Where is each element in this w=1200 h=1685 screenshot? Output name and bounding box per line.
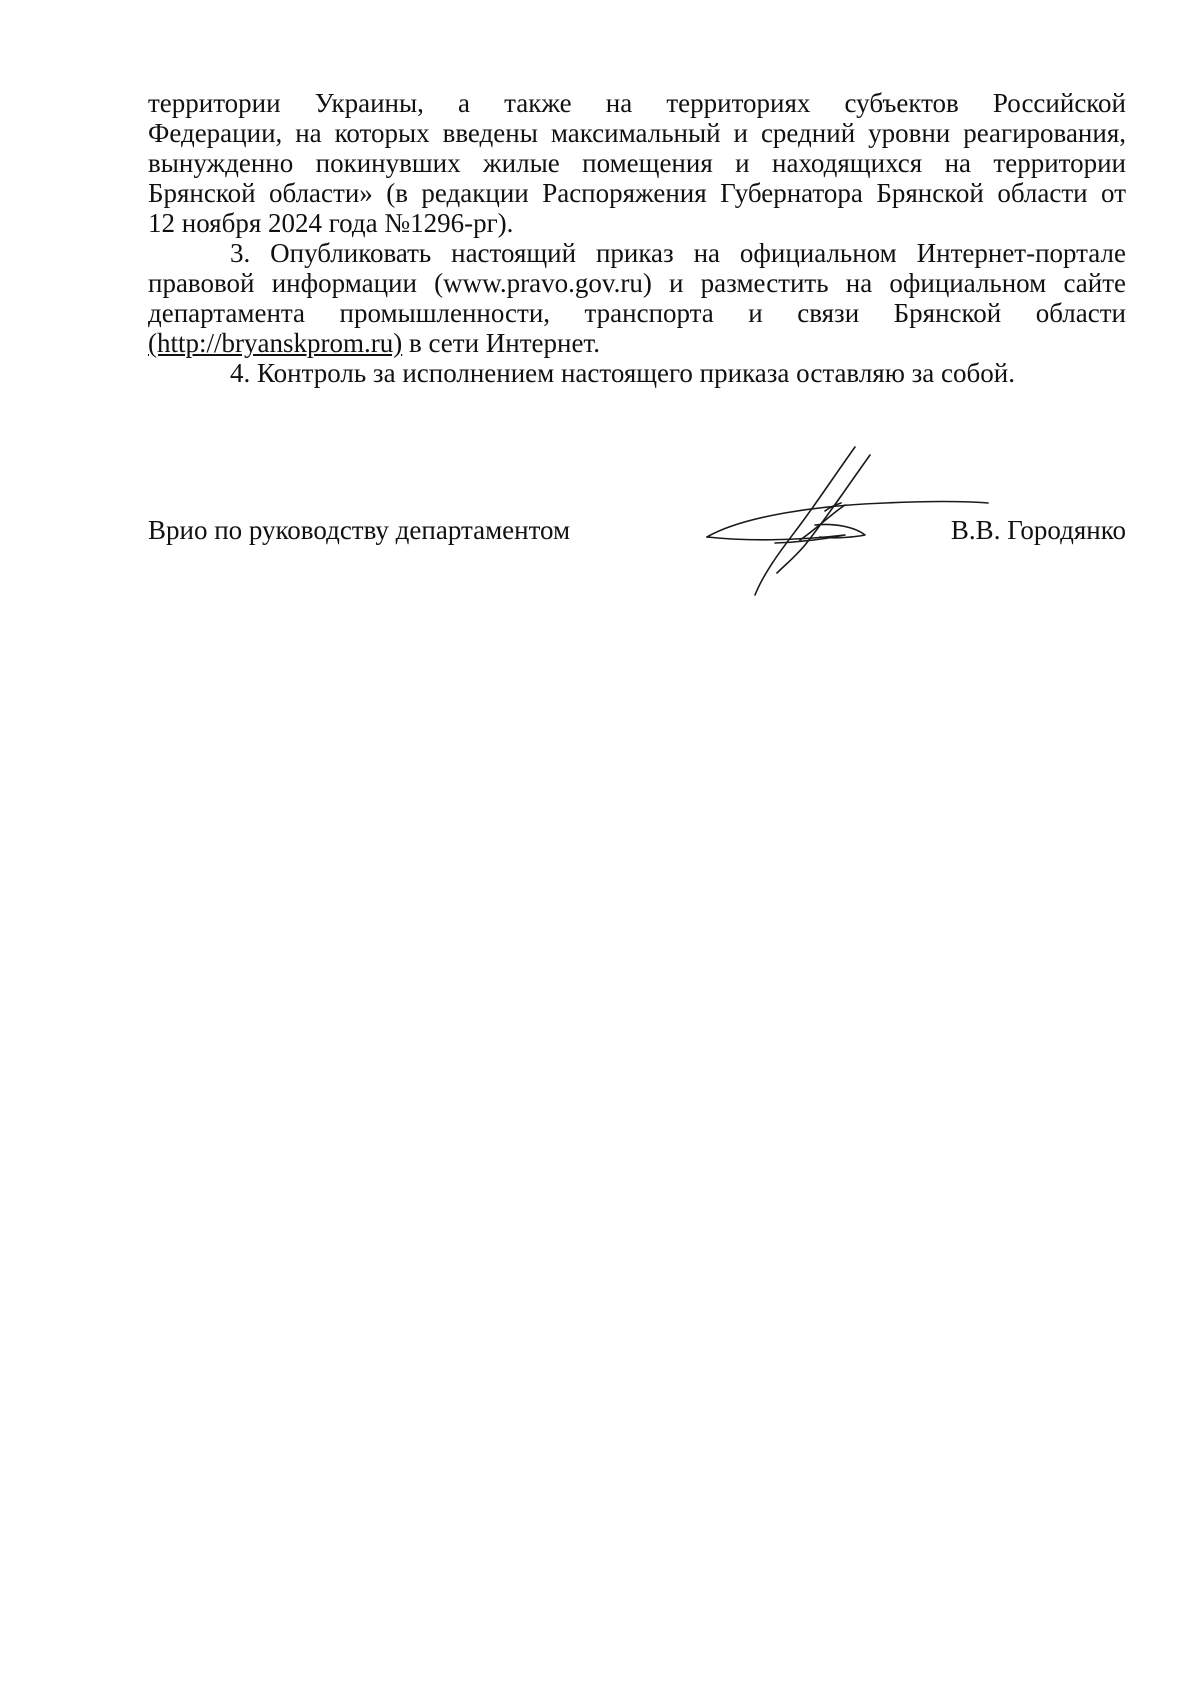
item-3-line-4	[148, 328, 1126, 358]
paragraph-line: вынужденно покинувших жилые помещения и находящихся на территории	[148, 148, 1126, 178]
item-3-line-4-rest: в сети Интернет.	[402, 328, 600, 358]
paragraph-line: 12 ноября 2024 года №1296-рг).	[148, 208, 514, 238]
signature-block	[148, 515, 1126, 555]
bryanskprom-link[interactable]: (http://bryanskprom.ru)	[148, 328, 403, 358]
item-4-text: 4. Контроль за исполнением настоящего приказа оставляю за собой.	[230, 358, 1015, 388]
signer-position: Врио по руководству департаментом	[148, 515, 571, 545]
paragraph-line: Брянской области» (в редакции Распоряжения Губернатора Брянской области от	[148, 178, 1126, 208]
paragraph-line: Федерации, на которых введены максимальный и средний уровни реагирования,	[148, 118, 1126, 148]
item-3-line-2: правовой информации (www.pravo.gov.ru) и разместить на официальном сайте	[148, 268, 1126, 298]
document-body	[148, 88, 1126, 388]
item-3-line-3: департамента промышленности, транспорта и связи Брянской области	[148, 298, 1126, 328]
signer-name: В.В. Городянко	[950, 515, 1126, 545]
paragraph-line: территории Украины, а также на территориях субъектов Российской	[148, 88, 1126, 118]
item-3-line-1: 3. Опубликовать настоящий приказ на официальном Интернет-портале	[230, 238, 1126, 268]
